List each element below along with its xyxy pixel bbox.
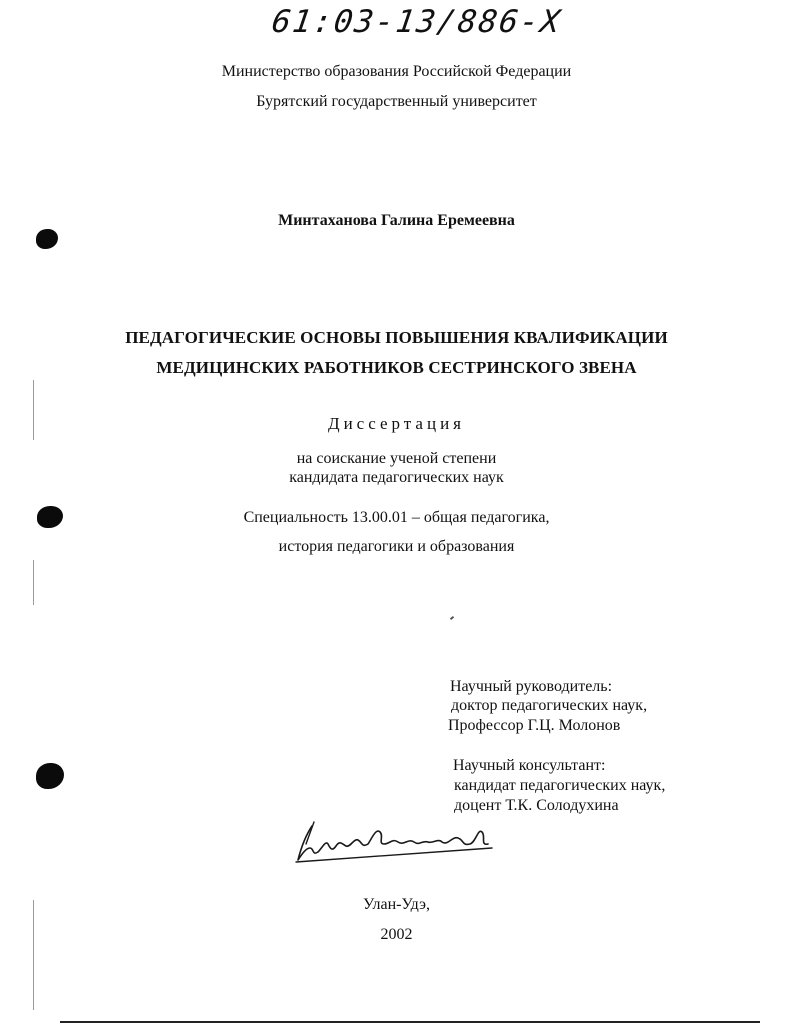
specialty-line-2: история педагогики и образования: [278, 538, 515, 555]
scan-edge-mark: [33, 900, 34, 1010]
consultant-name: доцент Т.К. Солодухина: [454, 797, 619, 814]
consultant-label: Научный консультант:: [453, 757, 606, 774]
supervisor-label: Научный руководитель:: [450, 678, 613, 695]
work-type: Диссертация: [327, 414, 465, 433]
supervisor-degree: доктор педагогических наук,: [451, 697, 648, 714]
author-signature: [292, 818, 497, 866]
specialty-line-1: Специальность 13.00.01 – общая педагогика,: [243, 509, 550, 526]
author-name: Минтаханова Галина Еремеевна: [278, 212, 515, 229]
page-bottom-edge: [60, 1021, 760, 1023]
degree-purpose-line-1: на соискание ученой степени: [296, 450, 497, 467]
stray-mark: [450, 616, 454, 620]
degree-purpose-line-2: кандидата педагогических наук: [289, 469, 504, 486]
university-line: Бурятский государственный университет: [256, 93, 537, 110]
ministry-line: Министерство образования Российской Федерации: [221, 63, 572, 80]
title-line-2: МЕДИЦИНСКИХ РАБОТНИКОВ СЕСТРИНСКОГО ЗВЕНА: [156, 358, 637, 377]
binding-hole-mark: [36, 763, 64, 789]
binding-hole-mark: [36, 229, 58, 249]
handwritten-archive-code: 61:03-13/886-X: [269, 4, 564, 40]
consultant-degree: кандидат педагогических наук,: [454, 777, 666, 794]
scan-edge-mark: [33, 560, 34, 605]
title-line-1: ПЕДАГОГИЧЕСКИЕ ОСНОВЫ ПОВЫШЕНИЯ КВАЛИФИКАЦИИ: [125, 328, 668, 347]
scan-edge-mark: [33, 380, 34, 440]
supervisor-name: Профессор Г.Ц. Молонов: [448, 717, 621, 734]
year: 2002: [380, 926, 413, 943]
city: Улан-Удэ,: [363, 896, 430, 913]
